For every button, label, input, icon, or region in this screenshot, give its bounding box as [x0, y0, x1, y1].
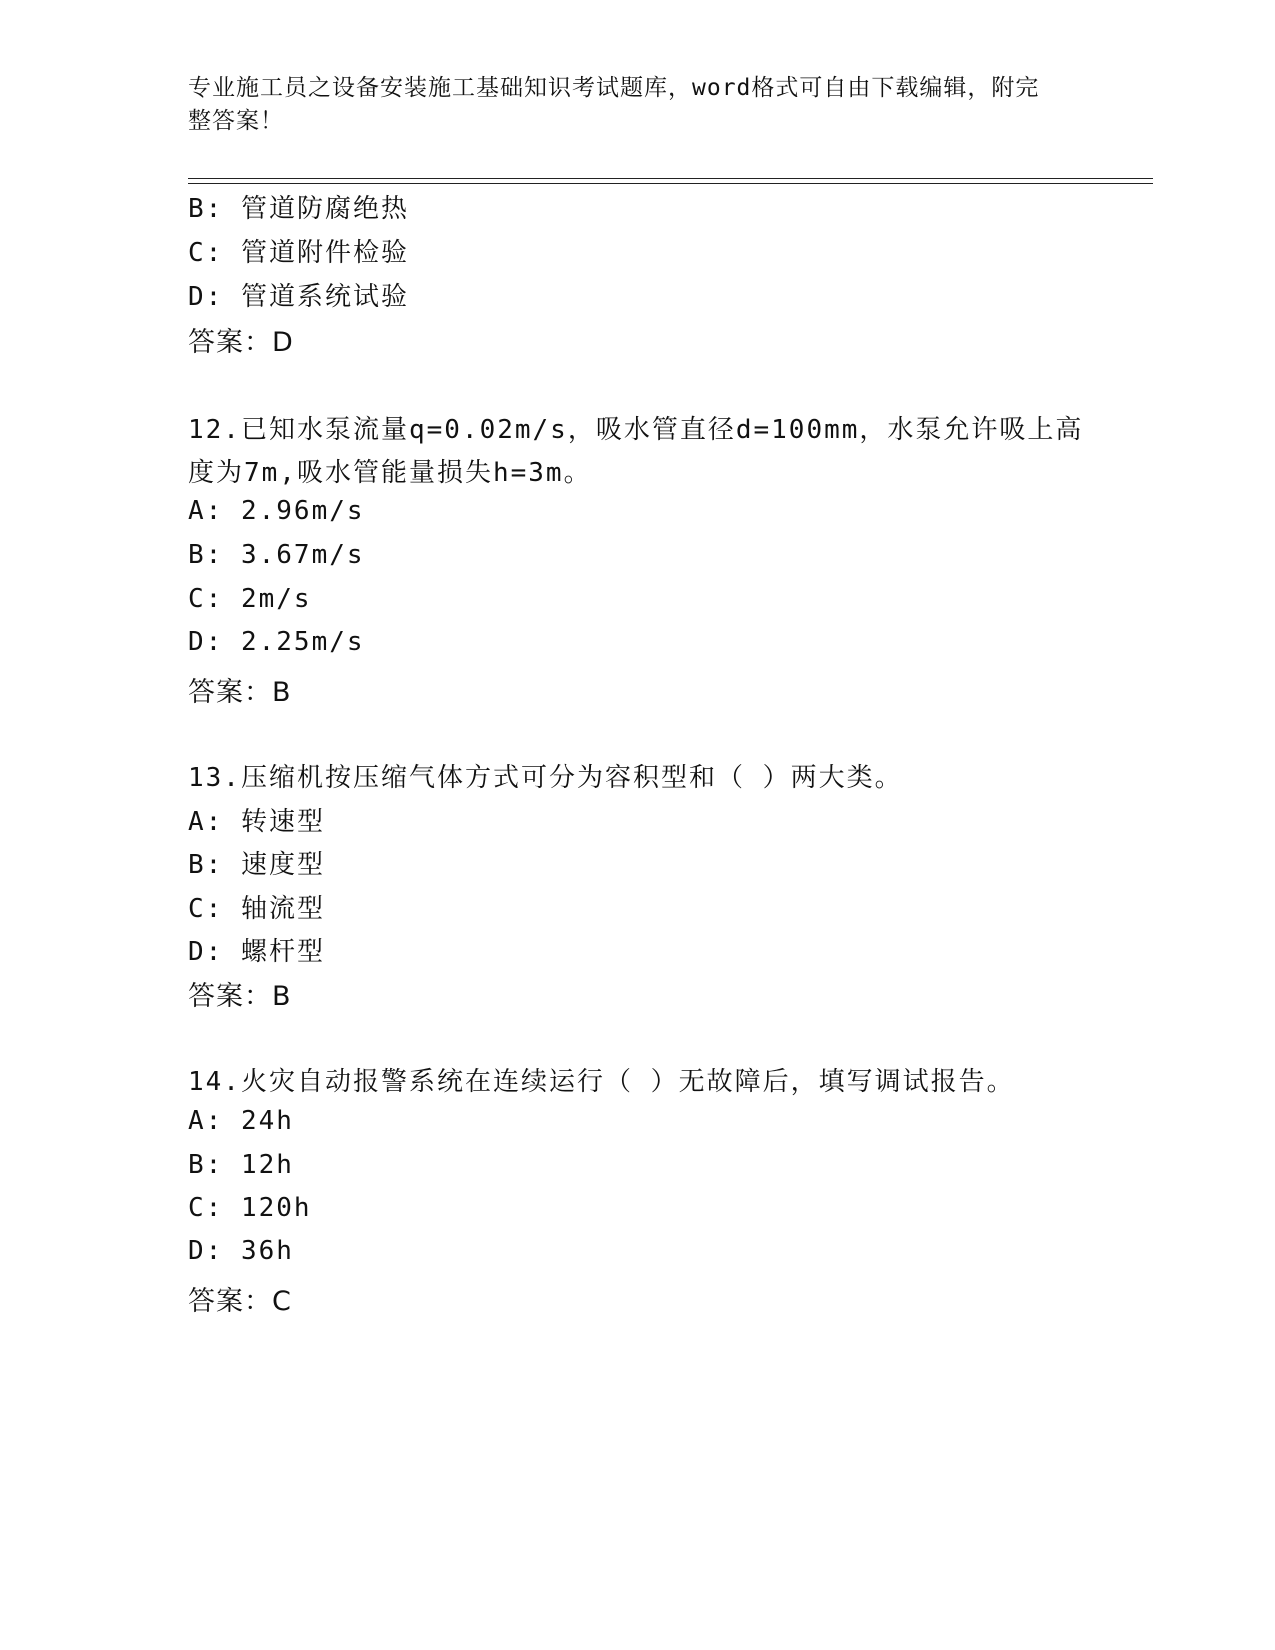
option-d: D: 36h	[188, 1236, 294, 1266]
option-d: D: 2.25m/s	[188, 627, 365, 657]
option-d: D: 螺杆型	[188, 937, 325, 967]
option-b: B: 管道防腐绝热	[188, 194, 409, 224]
question-text-line-1: 14.火灾自动报警系统在连续运行（ ）无故障后，填写调试报告。	[188, 1067, 1015, 1097]
header-divider-bottom	[188, 183, 1153, 184]
option-b: B: 12h	[188, 1150, 294, 1180]
answer: 答案：B	[188, 981, 292, 1012]
option-c: C: 2m/s	[188, 584, 312, 614]
document-header	[188, 72, 1068, 138]
question-text-line-2: 度为7m,吸水管能量损失h=3m。	[188, 458, 592, 488]
option-b: B: 速度型	[188, 850, 325, 880]
option-a: A: 转速型	[188, 807, 325, 837]
option-d: D: 管道系统试验	[188, 282, 409, 312]
question-text-line-1: 12.已知水泵流量q=0.02m/s，吸水管直径d=100mm，水泵允许吸上高	[188, 415, 1084, 445]
option-c: C: 120h	[188, 1193, 312, 1223]
header-line-2: 整答案！	[188, 108, 284, 134]
option-a: A: 24h	[188, 1106, 294, 1136]
option-c: C: 管道附件检验	[188, 238, 409, 268]
answer: 答案：D	[188, 327, 294, 358]
option-a: A: 2.96m/s	[188, 496, 365, 526]
answer: 答案：C	[188, 1286, 292, 1317]
question-text-line-1: 13.压缩机按压缩气体方式可分为容积型和（ ）两大类。	[188, 763, 903, 793]
header-divider-top	[188, 178, 1153, 179]
header-line-1: 专业施工员之设备安装施工基础知识考试题库，word格式可自由下载编辑，附完	[188, 75, 1040, 101]
option-b: B: 3.67m/s	[188, 540, 365, 570]
option-c: C: 轴流型	[188, 894, 325, 924]
answer: 答案：B	[188, 677, 292, 708]
